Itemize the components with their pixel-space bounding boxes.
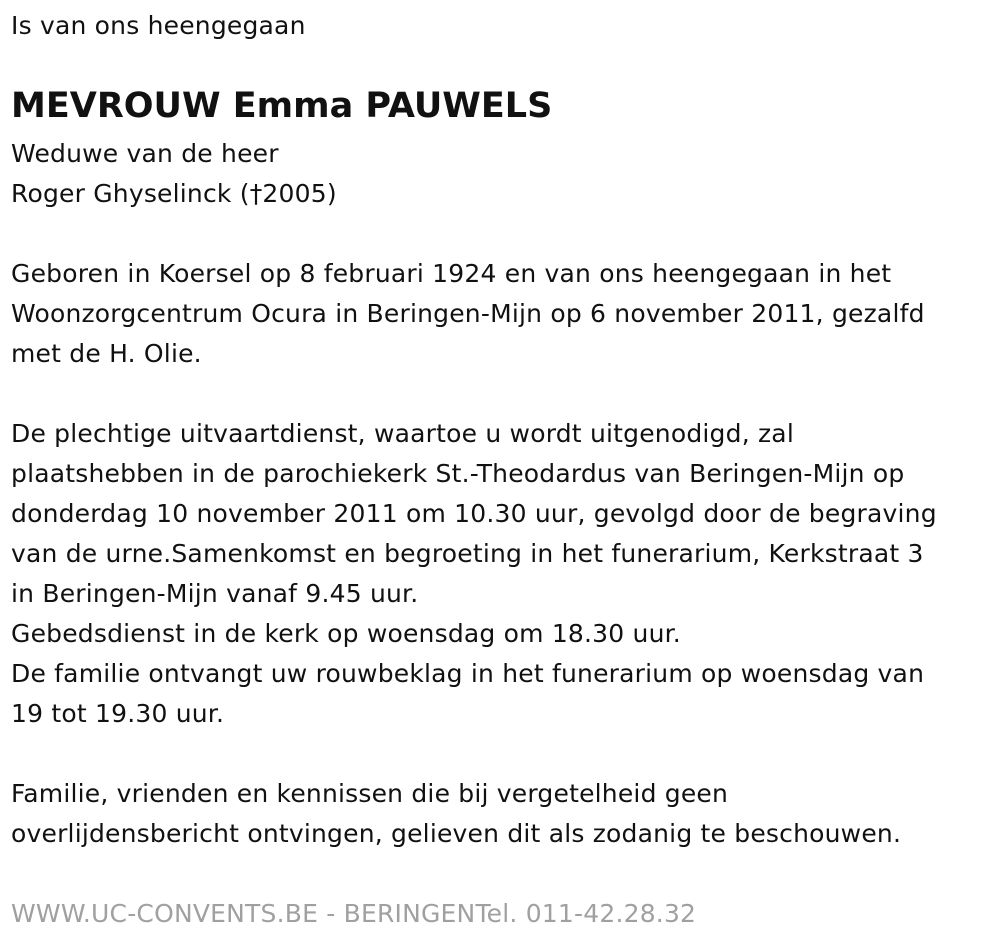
paragraph-line: Gebedsdienst in de kerk op woensdag om 18.30 uur.: [11, 619, 681, 648]
paragraph-line: van de urne.Samenkomst en begroeting in het funerarium, Kerkstraat 3: [11, 539, 924, 568]
paragraph-line: Familie, vrienden en kennissen die bij vergetelheid geen: [11, 779, 729, 808]
birth-death-paragraph: [11, 254, 925, 374]
paragraph-line: donderdag 10 november 2011 om 10.30 uur, gevolgd door de begraving: [11, 499, 937, 528]
paragraph-line: met de H. Olie.: [11, 339, 202, 368]
paragraph-line: overlijdensbericht ontvingen, gelieven dit als zodanig te beschouwen.: [11, 819, 902, 848]
widow-line: Weduwe van de heer: [11, 139, 279, 168]
paragraph-line: plaatshebben in de parochiekerk St.-Theodardus van Beringen-Mijn op: [11, 459, 905, 488]
footer-contact: WWW.UC-CONVENTS.BE - BERINGENTel. 011-42.28.32: [11, 899, 697, 928]
family-paragraph: [11, 774, 901, 854]
paragraph-line: Geboren in Koersel op 8 februari 1924 en van ons heengegaan in het: [11, 259, 892, 288]
paragraph-line: De familie ontvangt uw rouwbeklag in het funerarium op woensdag van: [11, 659, 925, 688]
paragraph-line: Woonzorgcentrum Ocura in Beringen-Mijn op 6 november 2011, gezalfd: [11, 299, 925, 328]
funeral-paragraph: [11, 414, 937, 734]
paragraph-line: De plechtige uitvaartdienst, waartoe u wordt uitgenodigd, zal: [11, 419, 794, 448]
paragraph-line: in Beringen-Mijn vanaf 9.45 uur.: [11, 579, 419, 608]
widow-block: [11, 134, 337, 214]
intro-text: Is van ons heengegaan: [11, 11, 306, 40]
spouse-line: Roger Ghyselinck (†2005): [11, 179, 337, 208]
deceased-name: MEVROUW Emma PAUWELS: [11, 86, 553, 126]
paragraph-line: 19 tot 19.30 uur.: [11, 699, 225, 728]
